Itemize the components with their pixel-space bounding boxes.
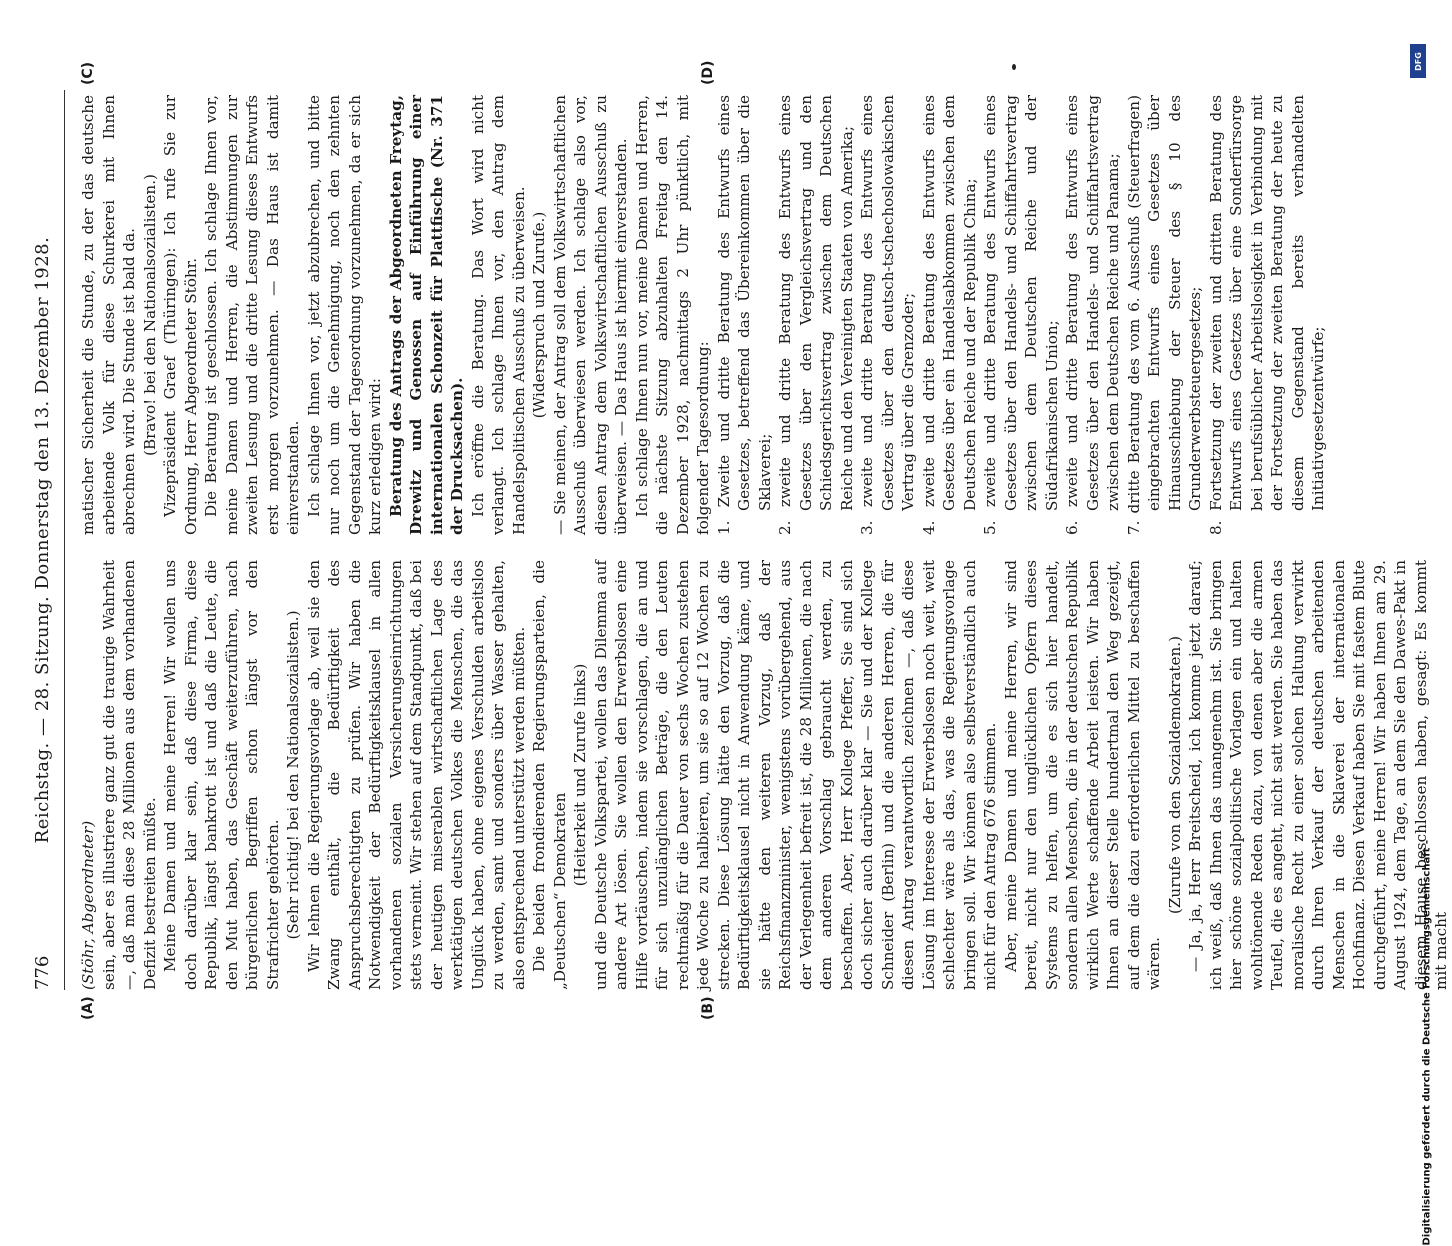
agenda-item-number: 8. bbox=[1206, 520, 1225, 535]
paragraph: Die beiden frondierenden Regierungsparteien, die „Deutschen“ Demokraten bbox=[530, 560, 569, 990]
agenda-item-number: 6. bbox=[1063, 520, 1081, 535]
agenda-item-text: zweite und dritte Beratung des Entwurfs eines Gesetzes über den Vergleichsvertrag und den Schiedsgerichtsvertrag zwischen dem Deutschen Reiche und den Vereinigten Staaten von Amerika; bbox=[776, 95, 856, 511]
interjection: (Sehr richtig! bei den Nationalsozialisten.) bbox=[284, 610, 302, 940]
dfg-logo: DFG bbox=[1410, 44, 1426, 78]
margin-marker-c: (C) bbox=[80, 61, 96, 85]
agenda-item bbox=[919, 95, 981, 535]
page-number: 776 bbox=[32, 955, 53, 990]
agenda-item bbox=[1062, 95, 1124, 535]
paragraph: Ich eröffne die Beratung. Das Wort wird nicht verlangt. Ich schlage Ihnen vor, den Antrag dem Handelspolitischen Ausschuß zu überweisen. bbox=[468, 95, 528, 535]
agenda-item bbox=[857, 95, 919, 535]
agenda-item-number: 3. bbox=[858, 520, 876, 535]
agenda-item-text: zweite und dritte Beratung des Entwurfs eines Gesetzes über den deutsch-tschechoslowakischen Vertrag über die Grenzoder; bbox=[858, 95, 917, 511]
agenda-item bbox=[775, 95, 857, 535]
agenda-item-text: dritte Beratung des vom 6. Ausschuß (Steuerfragen) eingebrachten Entwurfs eines Gesetzes über Hinausschiebung der Steuer des § 10 des Grunderwerbsteuergesetzes; bbox=[1124, 94, 1204, 514]
agenda-item-number: 2. bbox=[776, 520, 794, 535]
paragraph: sein, aber es illustriere ganz gut die traurige Wahrheit —, daß man diese 28 Millionen aus dem vorhandenen Defizit bestreiten müßte. bbox=[99, 560, 159, 990]
paragraph: Meine Damen und meine Herren! Wir wollen uns doch darüber klar sein, daß diese Firma, diese Republik, längst bankrott ist und daß die Leute, die den Mut haben, das Geschäft weiterzuführen, nach bürgerlichen Begriffen schon längst vor den Strafrichter gehörten. bbox=[161, 560, 282, 990]
paragraph: und die Deutsche Volkspartei, wollen das Dilemma auf andere Art lösen. Sie wollen den Erwerbslosen eine Hilfe vortäuschen, indem sie vorschlagen, die an und für sich unzulänglichen Beträge, die den Leuten rechtmäßig für die Dauer von sechs Wochen zustehen jede Woche zu halbieren, um sie so auf 12 Wochen zu strecken. Diese Lösung hätte den Vorzug, daß die Bedürftigkeitsklausel nicht in Anwendung käme, und sie hätte den weiteren Vorzug, daß der Reichsfinanzminister, wenigstens vorübergehend, aus der Verlegenheit befreit ist, die 28 Millionen, die nach dem anderen Vorschlag gebraucht werden, zu beschaffen. Aber, Herr Kollege Pfeffer, Sie sind sich doch sicher auch darüber klar — Sie und der Kollege Schneider (Berlin) und die anderen Herren, die für diesen Antrag verantwortlich zeichnen —, daß diese Lösung im Interesse der Erwerbslosen noch weit, weit schlechter wäre als das, was die Regierungsvorlage bringen soll. Wir können also selbstverständlich auch nicht für den Antrag 676 stimmen. bbox=[591, 560, 999, 990]
interjection: (Zurufe von den Sozialdemokraten.) bbox=[1165, 635, 1184, 915]
paragraph: Ich schlage Ihnen vor, jetzt abzubrechen, und bitte nur noch um die Genehmigung, noch den zehnten Gegenstand der Tagesordnung vorzunehmen, da er sich kurz erledigen wird: bbox=[304, 95, 384, 535]
paragraph: Wir lehnen die Regierungsvorlage ab, weil sie den Zwang enthält, die Bedürftigkeit des Anspruchsberechtigten zu prüfen. Wir haben die Notwendigkeit der Bedürftigkeitsklausel in allen vorhandenen sozialen Versicherungseinrichtungen stets verneint. Wir stehen auf dem Standpunkt, daß bei der heutigen miserablen wirtschaftlichen Lage des werktätigen deutschen Volkes die Menschen, die das Unglück haben, ohne eigenes Verschulden arbeitslos zu werden, samt und sonders über Wasser gehalten, also entsprechend unterstützt werden müßten. bbox=[304, 560, 528, 990]
interjection: (Heiterkeit und Zurufe links) bbox=[571, 663, 589, 887]
agenda-item bbox=[980, 95, 1062, 535]
margin-marker-b: (B) bbox=[700, 996, 716, 1020]
paragraph: Aber, meine Damen und meine Herren, wir sind bereit, nicht nur den unglücklichen Opfern dieses Systems zu helfen, um die es sich hier handelt, sondern allen Menschen, die in der deutschen Republik wirklich Werte schaffende Arbeit leisten. Wir haben Ihnen an dieser Stelle hundertmal den Weg gezeigt, auf dem die dazu erforderlichen Mittel zu beschaffen wären. bbox=[1001, 560, 1163, 990]
agenda-item-text: zweite und dritte Beratung des Entwurfs eines Gesetzes über ein Handelsabkommen zwischen dem Deutschen Reiche und der Republik China; bbox=[919, 95, 979, 511]
interjection: (Widerspruch und Zurufe.) bbox=[530, 211, 548, 419]
agenda-item-motion: Beratung des Antrags der Abgeordneten Freytag, Drewitz und Genossen auf Einführung einer internationalen Schonzeit für Plattfische (Nr. 371 der Drucksachen). bbox=[386, 95, 466, 535]
margin-marker-a: (A) bbox=[80, 996, 96, 1020]
speaker-line: (Stöhr, Abgeordneter) bbox=[79, 820, 97, 990]
margin-marker-d: (D) bbox=[700, 60, 716, 85]
paragraph: — Ja, ja, Herr Breitscheid, ich komme jetzt darauf; ich weiß, daß Ihnen das unangenehm ist. Sie bringen hier schöne sozialpolitische Vorlagen ein und halten wohltönende Reden dazu, von denen aber die armen Teufel, die es angeht, nicht satt werden. Sie haben das moralische Recht zu einer solchen Haltung verwirkt durch Ihren Verkauf der deutschen arbeitenden Menschen in die Sklaverei der internationalen Hochfinanz. Diesen Verkauf haben Sie mit fastem Blute durchgeführt, meine Herren! Wir haben Ihnen am 29. August 1924, dem Tage, an dem Sie den Dawes-Pakt in diesem Hause beschlossen haben, gesagt: Es kommt mit macht bbox=[1186, 560, 1450, 990]
paragraph: Vizepräsident Graef (Thüringen): Ich rufe Sie zur Ordnung, Herr Abgeordneter Stöhr. bbox=[161, 95, 200, 535]
agenda-item bbox=[1124, 95, 1206, 535]
scan-speck bbox=[1012, 64, 1016, 70]
agenda-item-text: Fortsetzung der zweiten und dritten Beratung des Entwurfs eines Gesetzes über eine Sonderfürsorge bei berufsüblicher Arbeitslosigkeit in Verbindung mit der Fortsetzung der zweiten Beratung der heute zu diesem Gegenstand bereits verhandelten Initiativgesetzentwürfe; bbox=[1206, 94, 1327, 511]
digitization-credit: Digitalisierung gefördert durch die Deutsche Forschungsgemeinschaft - bbox=[1422, 840, 1433, 1246]
digitization-note bbox=[1402, 40, 1433, 1246]
agenda-item-number: 7. bbox=[1124, 520, 1143, 535]
right-column bbox=[78, 95, 1398, 535]
agenda-item bbox=[1206, 95, 1329, 535]
agenda-item-number: 5. bbox=[981, 520, 999, 535]
agenda-list bbox=[714, 95, 1329, 535]
page-header bbox=[20, 90, 65, 990]
agenda-item-text: Zweite und dritte Beratung des Entwurfs eines Gesetzes, betreffend das Übereinkommen über die Sklaverei; bbox=[714, 94, 774, 511]
agenda-item-text: zweite und dritte Beratung des Entwurfs eines Gesetzes über den Handels- und Schiffahrtsvertrag zwischen dem Deutschen Reiche und der Südafrikanischen Union; bbox=[981, 95, 1061, 511]
agenda-item-number: 1. bbox=[714, 520, 733, 535]
agenda-item bbox=[714, 95, 776, 535]
agenda-item-number: 4. bbox=[919, 520, 938, 535]
paragraph: matischer Sicherheit die Stunde, zu der das deutsche arbeitende Volk für diese Schurkerei mit Ihnen abrechnen wird. Die Stunde ist bald da. bbox=[79, 95, 138, 535]
page-title: Reichstag. — 28. Sitzung. Donnerstag den 13. Dezember 1928. bbox=[32, 236, 53, 844]
interjection: (Bravo! bei den Nationalsozialisten.) bbox=[140, 174, 159, 456]
paragraph: Die Beratung ist geschlossen. Ich schlage Ihnen vor, meine Damen und Herren, die Abstimmungen zur zweiten Lesung und die dritte Lesung dieses Entwurfs erst morgen vorzunehmen. — Das Haus ist damit einverstanden. bbox=[202, 95, 302, 535]
paragraph: — Sie meinen, der Antrag soll dem Volkswirtschaftlichen Ausschuß überwiesen werden. Ich schlage also vor, diesen Antrag dem Volkswirtschaftlichen Ausschuß zu überweisen. — Das Haus ist hiermit einverstanden. bbox=[550, 95, 630, 535]
left-column bbox=[78, 560, 1450, 990]
agenda-item-text: zweite und dritte Beratung des Entwurfs eines Gesetzes über den Handels- und Schiffahrtsvertrag zwischen dem Deutschen Reiche und Panama; bbox=[1063, 95, 1122, 511]
paragraph: Ich schlage Ihnen nun vor, meine Damen und Herren, die nächste Sitzung abzuhalten Freitag den 14. Dezember 1928, nachmittags 2 Uhr pünktlich, mit folgender Tagesordnung: bbox=[632, 95, 712, 535]
